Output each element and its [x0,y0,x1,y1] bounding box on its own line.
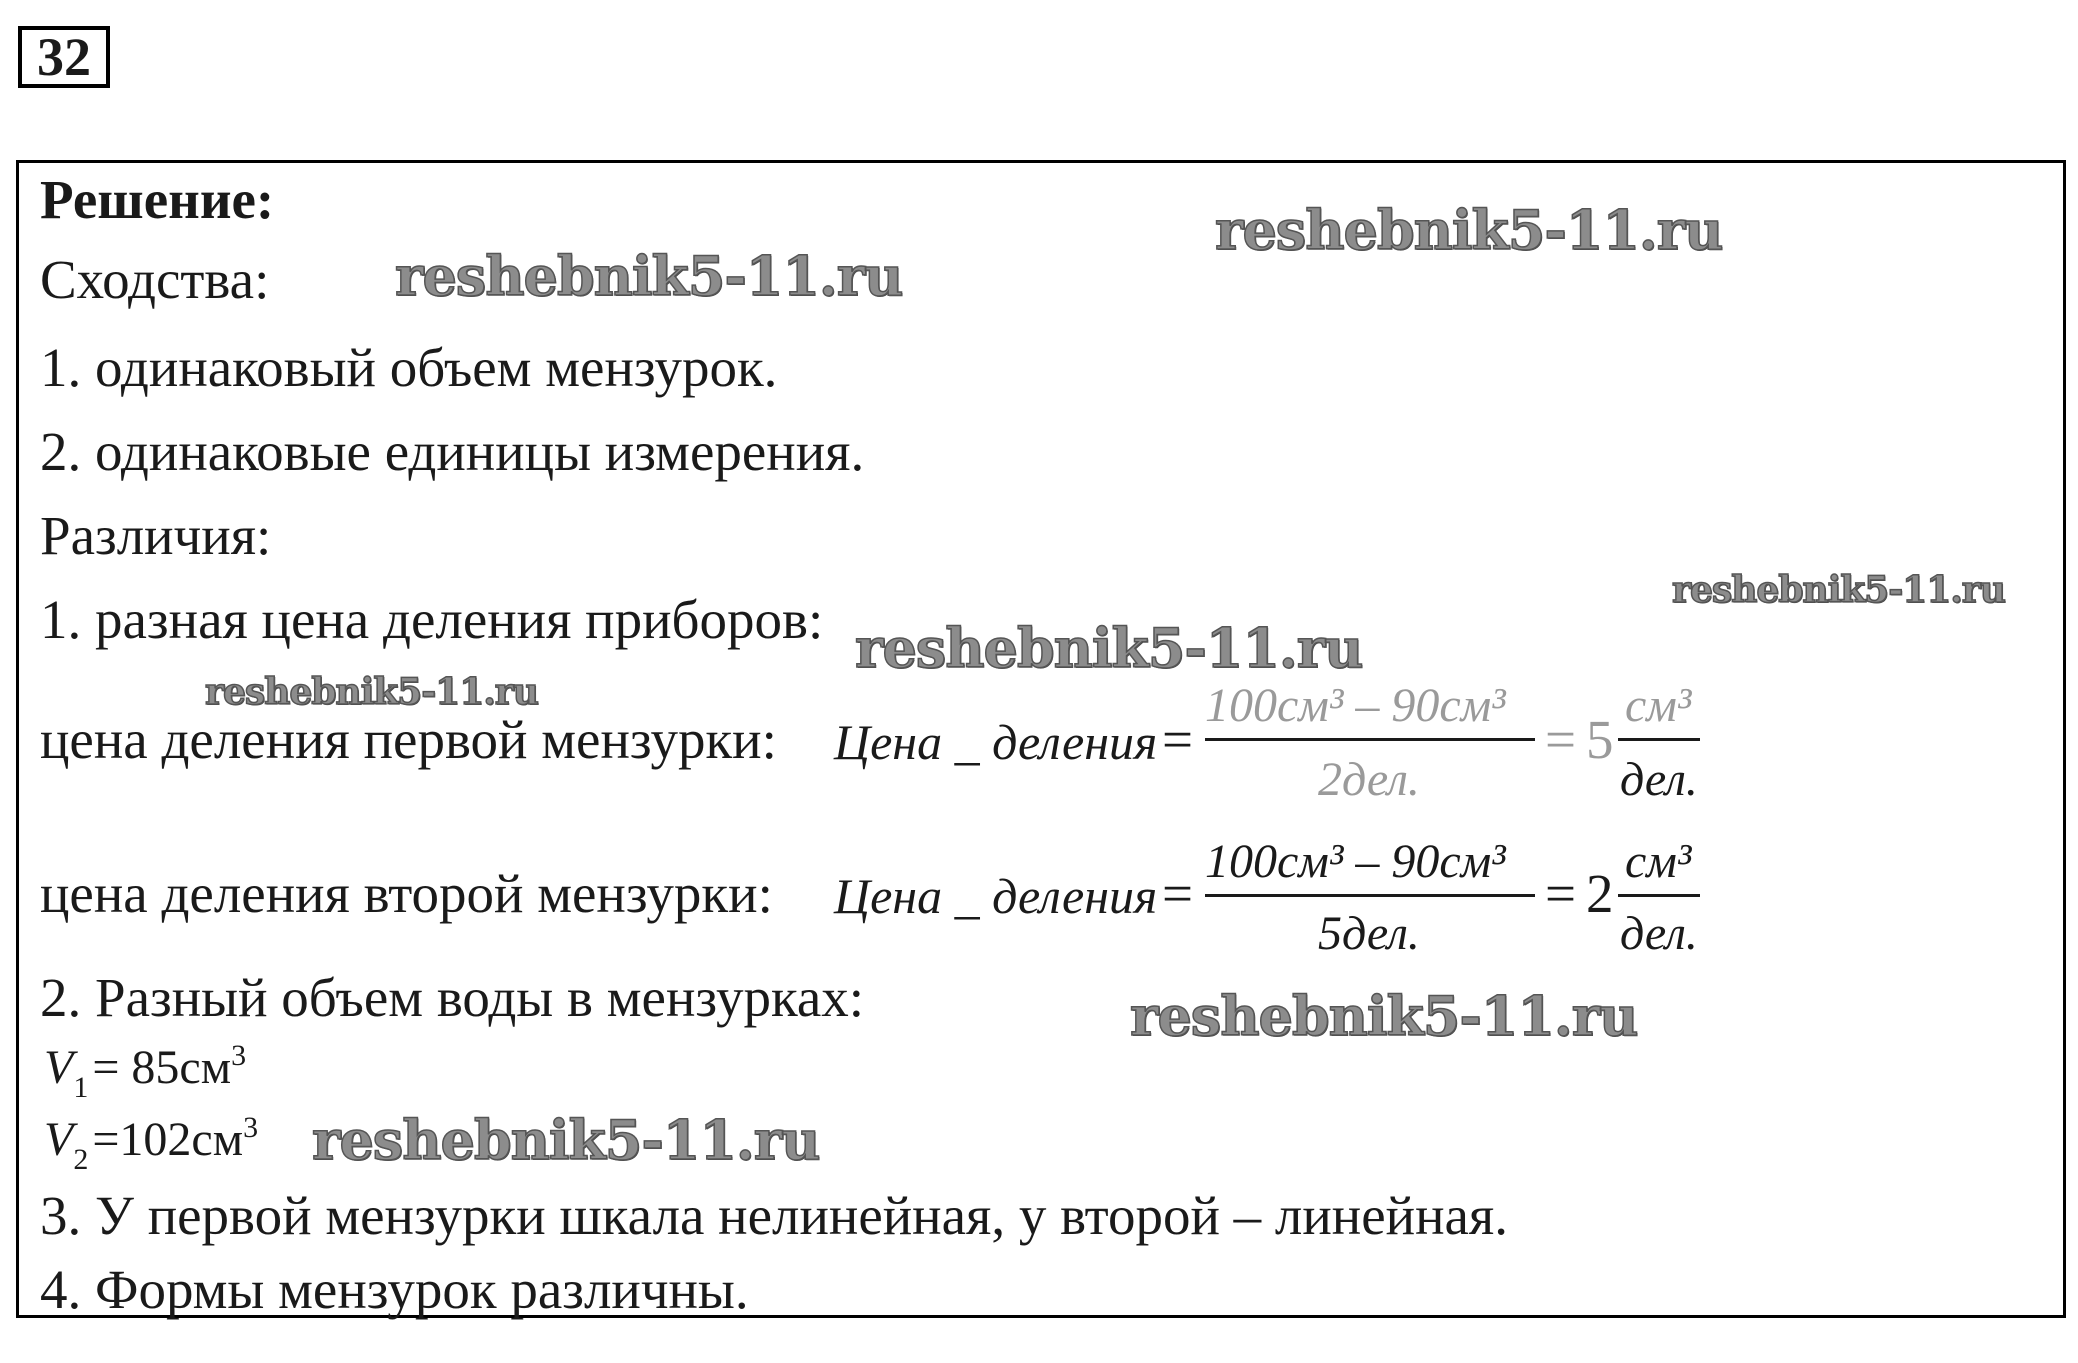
calc2-denominator: 5дел. [1318,907,1420,960]
calc2-numerator: 100см³ – 90см³ [1205,835,1506,888]
volume-2 [44,1111,259,1176]
calc1-lhs: Цена _ деления [834,714,1158,770]
volume-1-var: V [44,1041,74,1094]
calc1-unit-den: дел. [1620,753,1698,806]
volume-2-value: =102см [92,1113,244,1166]
calc2-lhs: Цена _ деления [834,868,1158,924]
watermark: reshebnik5-11.ru [1215,198,1723,262]
similarity-item-2: 2. одинаковые единицы измерения. [40,421,865,482]
volume-2-sub: 2 [73,1143,89,1176]
volume-1 [44,1039,247,1104]
similarities-label: Сходства: [40,249,270,310]
watermark: reshebnik5-11.ru [205,671,538,713]
calc1-eq: = [1162,709,1194,770]
difference-item-2: 2. Разный объем воды в мензурках: [40,967,865,1028]
calc1-fraction-bar [1205,738,1535,741]
difference-item-3: 3. У первой мензурки шкала нелинейная, у второй – линейная. [40,1185,1508,1246]
calc1-unit-bar [1618,738,1700,741]
calc2-label: цена деления второй мензурки: [40,863,773,924]
volume-1-sub: 1 [73,1071,89,1104]
calc2-unit-num: см³ [1625,835,1692,888]
calc2-eq: = [1162,863,1194,924]
calc1-numerator: 100см³ – 90см³ [1205,679,1506,732]
watermark: reshebnik5-11.ru [855,616,1363,680]
differences-label: Различия: [40,505,272,566]
calc1-coef: 5 [1586,709,1614,770]
similarity-item-1: 1. одинаковый объем мензурок. [40,337,778,398]
volume-1-sup: 3 [231,1039,247,1072]
calc2-unit-bar [1618,894,1700,897]
calc1-unit-num: см³ [1625,679,1692,732]
volume-2-var: V [44,1113,74,1166]
watermark: reshebnik5-11.ru [312,1108,820,1172]
watermark: reshebnik5-11.ru [1672,569,2005,611]
volume-1-value: = 85см [92,1041,232,1094]
calc2-unit-den: дел. [1620,907,1698,960]
solution-heading: Решение: [40,169,275,230]
difference-item-4: 4. Формы мензурок различны. [40,1259,749,1320]
watermark: reshebnik5-11.ru [1130,984,1638,1048]
calc2-fraction-bar [1205,894,1535,897]
calc1-eq2: = [1545,709,1577,770]
problem-number: 32 [18,26,110,88]
calc2-eq2: = [1545,863,1577,924]
volume-2-sup: 3 [243,1111,259,1144]
calc2-coef: 2 [1586,863,1614,924]
calc1-label: цена деления первой мензурки: [40,709,777,770]
difference-item-1: 1. разная цена деления приборов: [40,589,824,650]
watermark: reshebnik5-11.ru [395,244,903,308]
calc1-denominator: 2дел. [1318,753,1420,806]
